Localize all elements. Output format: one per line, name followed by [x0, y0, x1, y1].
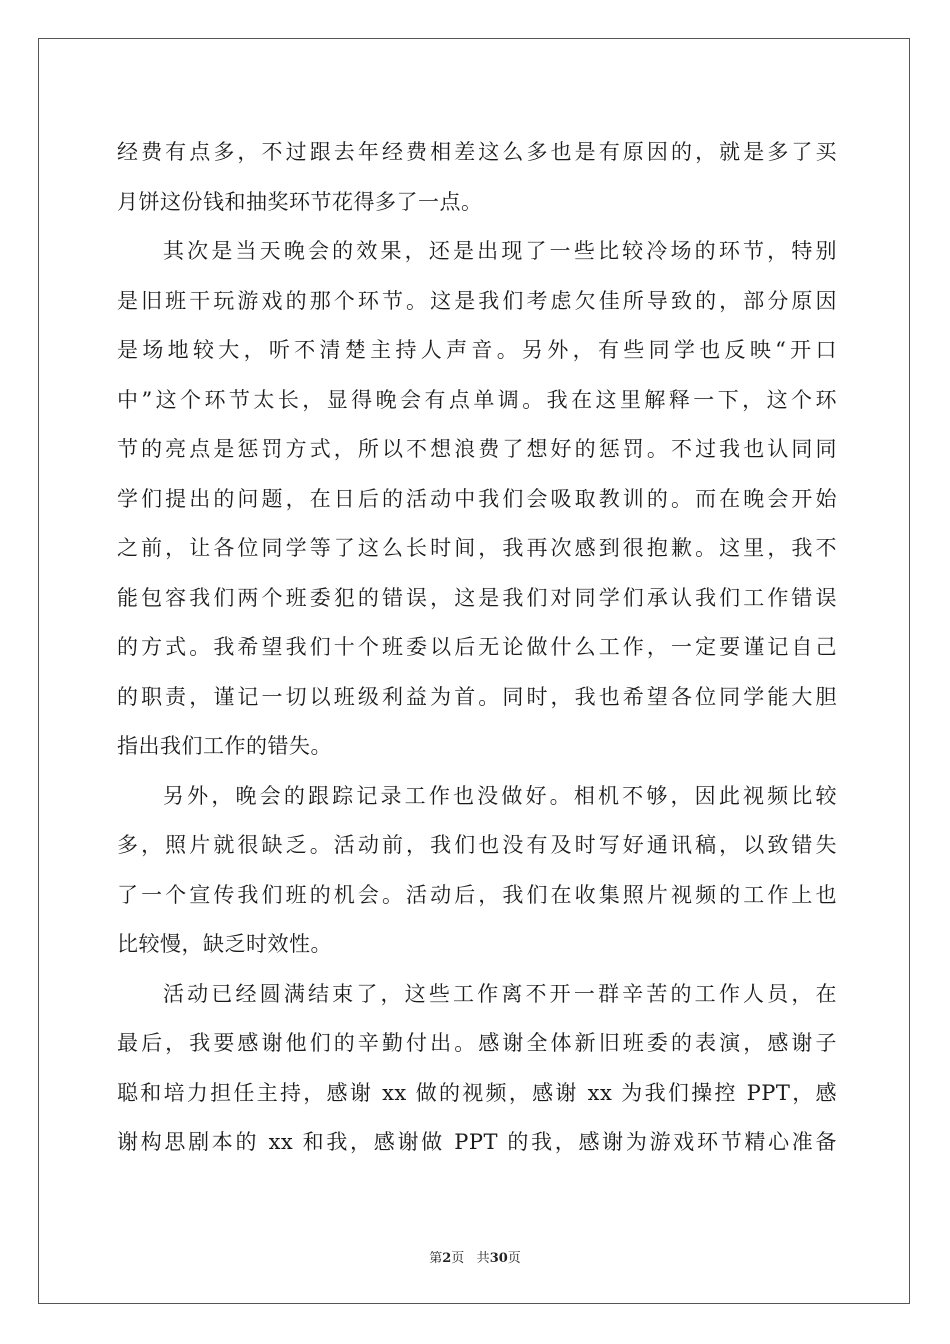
text-line: 谢构思剧本的 xx 和我，感谢做 PPT 的我，感谢为游戏环节精心准备	[117, 1130, 837, 1154]
text-line: 节的亮点是惩罚方式，所以不想浪费了想好的惩罚。不过我也认同同	[117, 437, 837, 461]
text-line: 月饼这份钱和抽奖环节花得多了一点。	[117, 189, 483, 214]
text-line: 比较慢，缺乏时效性。	[117, 932, 332, 956]
text-line: 另外，晚会的跟踪记录工作也没做好。相机不够，因此视频比较	[163, 783, 837, 808]
text-line: 活动已经圆满结束了，这些工作离不开一群辛苦的工作人员，在	[163, 981, 837, 1006]
paragraph	[117, 970, 837, 1168]
text-line: 之前，让各位同学等了这么长时间，我再次感到很抱歉。这里，我不	[117, 536, 837, 560]
text-line: 聪和培力担任主持，感谢 xx 做的视频，感谢 xx 为我们操控 PPT，感	[117, 1080, 837, 1105]
text-line: 是场地较大，听不清楚主持人声音。另外，有些同学也反映“开口	[117, 338, 837, 362]
total-prefix: 共	[476, 1251, 490, 1266]
text-line: 最后，我要感谢他们的辛勤付出。感谢全体新旧班委的表演，感谢子	[117, 1031, 837, 1055]
document-body	[117, 128, 837, 1168]
text-line: 的职责，谨记一切以班级利益为首。同时，我也希望各位同学能大胆	[117, 684, 837, 709]
total-suffix: 页	[507, 1251, 521, 1266]
page-suffix: 页	[451, 1251, 465, 1266]
text-line: 学们提出的问题，在日后的活动中我们会吸取教训的。而在晚会开始	[117, 486, 837, 511]
page-number: 2	[442, 1251, 452, 1266]
total-pages: 30	[489, 1251, 508, 1266]
text-line: 的方式。我希望我们十个班委以后无论做什么工作，一定要谨记自己	[117, 635, 837, 659]
paragraph	[117, 772, 837, 970]
text-line: 是旧班干玩游戏的那个环节。这是我们考虑欠佳所导致的，部分原因	[117, 288, 837, 313]
text-line: 中”这个环节太长，显得晚会有点单调。我在这里解释一下，这个环	[117, 387, 837, 412]
text-line: 能包容我们两个班委犯的错误，这是我们对同学们承认我们工作错误	[117, 585, 837, 610]
text-line: 多，照片就很缺乏。活动前，我们也没有及时写好通讯稿，以致错失	[117, 833, 837, 857]
text-line: 经费有点多，不过跟去年经费相差这么多也是有原因的，就是多了买	[117, 140, 837, 164]
page-prefix: 第	[429, 1251, 443, 1266]
paragraph	[117, 227, 837, 772]
paragraph	[117, 128, 837, 227]
page-footer	[0, 1247, 950, 1266]
text-line: 指出我们工作的错失。	[117, 734, 332, 758]
text-line: 了一个宣传我们班的机会。活动后，我们在收集照片视频的工作上也	[117, 882, 837, 907]
text-line: 其次是当天晚会的效果，还是出现了一些比较冷场的环节，特别	[163, 239, 837, 263]
